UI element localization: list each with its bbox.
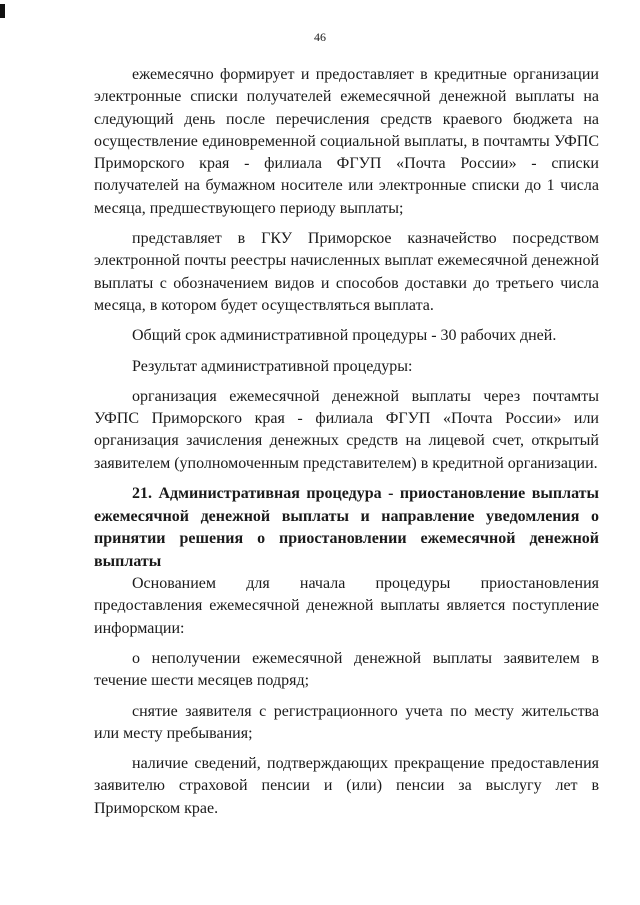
paragraph-registers: представляет в ГКУ Приморское казначейство посредством электронной почты реестры начисленных выплат ежемесячной денежной выплаты с обозначением видов и способов доставки до третьего числа месяца, в котором будет осуществляться выплата. (94, 230, 599, 314)
paragraph-result-text: организация ежемесячной денежной выплаты через почтамты УФПС Приморского края - филиала ФГУП «Почта России» или организация зачисления денежных средств на лицевой счет, открытый заявителем (уполномоченным представителем) в кредитной организации. (94, 387, 599, 472)
paragraph-ground-pension: наличие сведений, подтверждающих прекращение предоставления заявителю страховой пенсии и (или) пенсии за выслугу лет в Приморском крае. (94, 755, 599, 817)
paragraph-ground-deregistration: снятие заявителя с регистрационного учета по месту жительства или месту пребывания; (94, 702, 599, 742)
scan-edge-mark (0, 4, 5, 18)
section-heading-21: 21. Административная процедура - приостановление выплаты ежемесячной денежной выплаты и направление уведомления о принятии решения о приостановлении ежемесячной денежной выплаты (94, 485, 599, 570)
paragraph-result-heading: Результат административной процедуры: (132, 357, 413, 375)
paragraph-procedure-term: Общий срок административной процедуры - 30 рабочих дней. (132, 327, 557, 345)
document-body (94, 64, 599, 820)
paragraph-ground-non-receipt: о неполучении ежемесячной денежной выплаты заявителем в течение шести месяцев подряд; (94, 649, 599, 690)
paragraph-grounds: Основанием для начала процедуры приостановления предоставления ежемесячной денежной выплаты является поступление информации: (94, 575, 599, 637)
page-number: 46 (314, 30, 326, 44)
paragraph-lists-formation: ежемесячно формирует и предоставляет в кредитные организации электронные списки получателей ежемесячной денежной выплаты на следующий день после перечисления средств краевого бюджета на осуществление единовременной социальной выплаты, в почтамты УФПС Приморского края - филиала ФГУП «Почта России» - списки получателей на бумажном носителе или электронные списки до 1 числа месяца, предшествующего периоду выплаты; (94, 66, 599, 217)
